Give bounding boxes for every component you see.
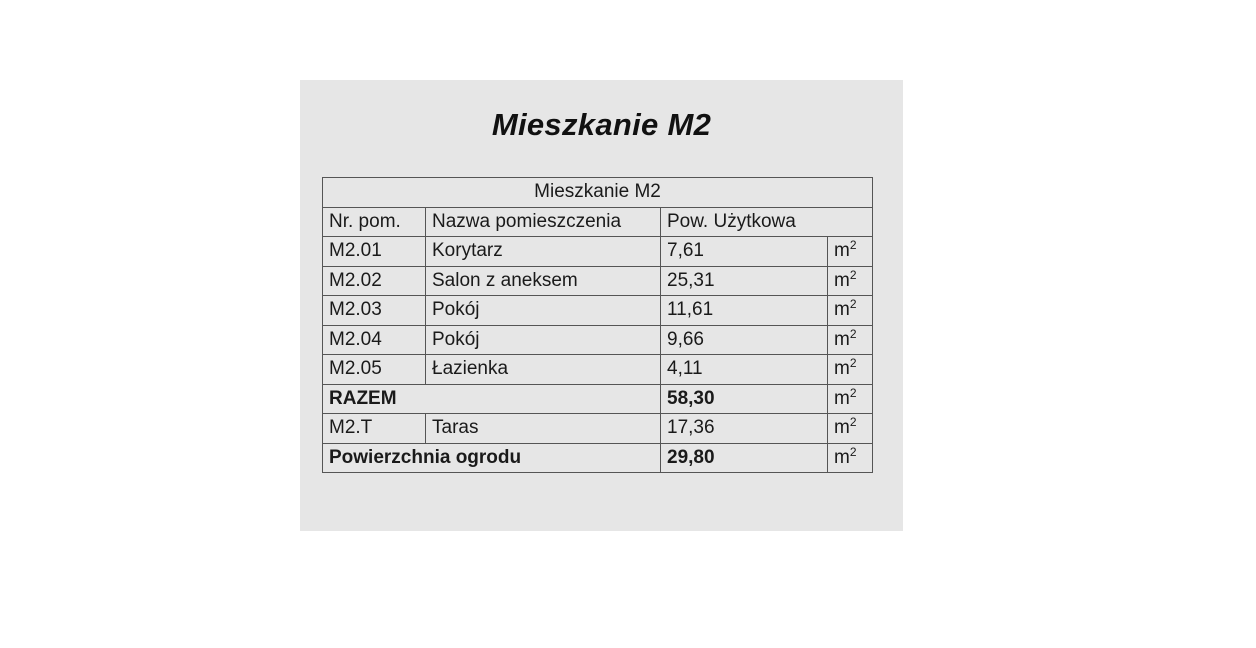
room-area: 11,61 — [661, 296, 828, 326]
room-name: Taras — [426, 414, 661, 444]
room-number: M2.05 — [323, 355, 426, 385]
table-row — [323, 237, 873, 267]
room-name: Pokój — [426, 325, 661, 355]
header-number: Nr. pom. — [323, 207, 426, 237]
area-unit: $m^2$ — [828, 355, 873, 385]
terrace-row — [323, 414, 873, 444]
room-number: M2.T — [323, 414, 426, 444]
room-name: Pokój — [426, 296, 661, 326]
room-number: M2.03 — [323, 296, 426, 326]
apartment-card — [300, 80, 903, 531]
total-label: RAZEM — [323, 384, 661, 414]
area-unit: $m^2$ — [828, 414, 873, 444]
page-title: Mieszkanie M2 — [491, 107, 712, 142]
table-row — [323, 355, 873, 385]
garden-row — [323, 443, 873, 473]
room-number: M2.01 — [323, 237, 426, 267]
table-header-row — [323, 207, 873, 237]
room-name: Łazienka — [426, 355, 661, 385]
table-row — [323, 296, 873, 326]
garden-area: 29,80 — [661, 443, 828, 473]
room-area: 9,66 — [661, 325, 828, 355]
garden-label: Powierzchnia ogrodu — [323, 443, 661, 473]
table-caption-row — [323, 178, 873, 208]
table-row — [323, 325, 873, 355]
area-unit: $m^2$ — [828, 325, 873, 355]
area-unit: $m^2$ — [828, 443, 873, 473]
room-number: M2.04 — [323, 325, 426, 355]
total-area: 58,30 — [661, 384, 828, 414]
room-name: Salon z aneksem — [426, 266, 661, 296]
area-unit: $m^2$ — [828, 384, 873, 414]
rooms-table — [322, 177, 873, 473]
header-area: Pow. Użytkowa — [661, 207, 873, 237]
table-caption: Mieszkanie M2 — [323, 178, 873, 208]
area-unit: $m^2$ — [828, 266, 873, 296]
room-area: 25,31 — [661, 266, 828, 296]
room-number: M2.02 — [323, 266, 426, 296]
room-area: 4,11 — [661, 355, 828, 385]
area-unit: $m^2$ — [828, 296, 873, 326]
area-unit: $m^2$ — [828, 237, 873, 267]
room-name: Korytarz — [426, 237, 661, 267]
room-area: 17,36 — [661, 414, 828, 444]
table-row — [323, 266, 873, 296]
header-name: Nazwa pomieszczenia — [426, 207, 661, 237]
room-area: 7,61 — [661, 237, 828, 267]
total-row — [323, 384, 873, 414]
